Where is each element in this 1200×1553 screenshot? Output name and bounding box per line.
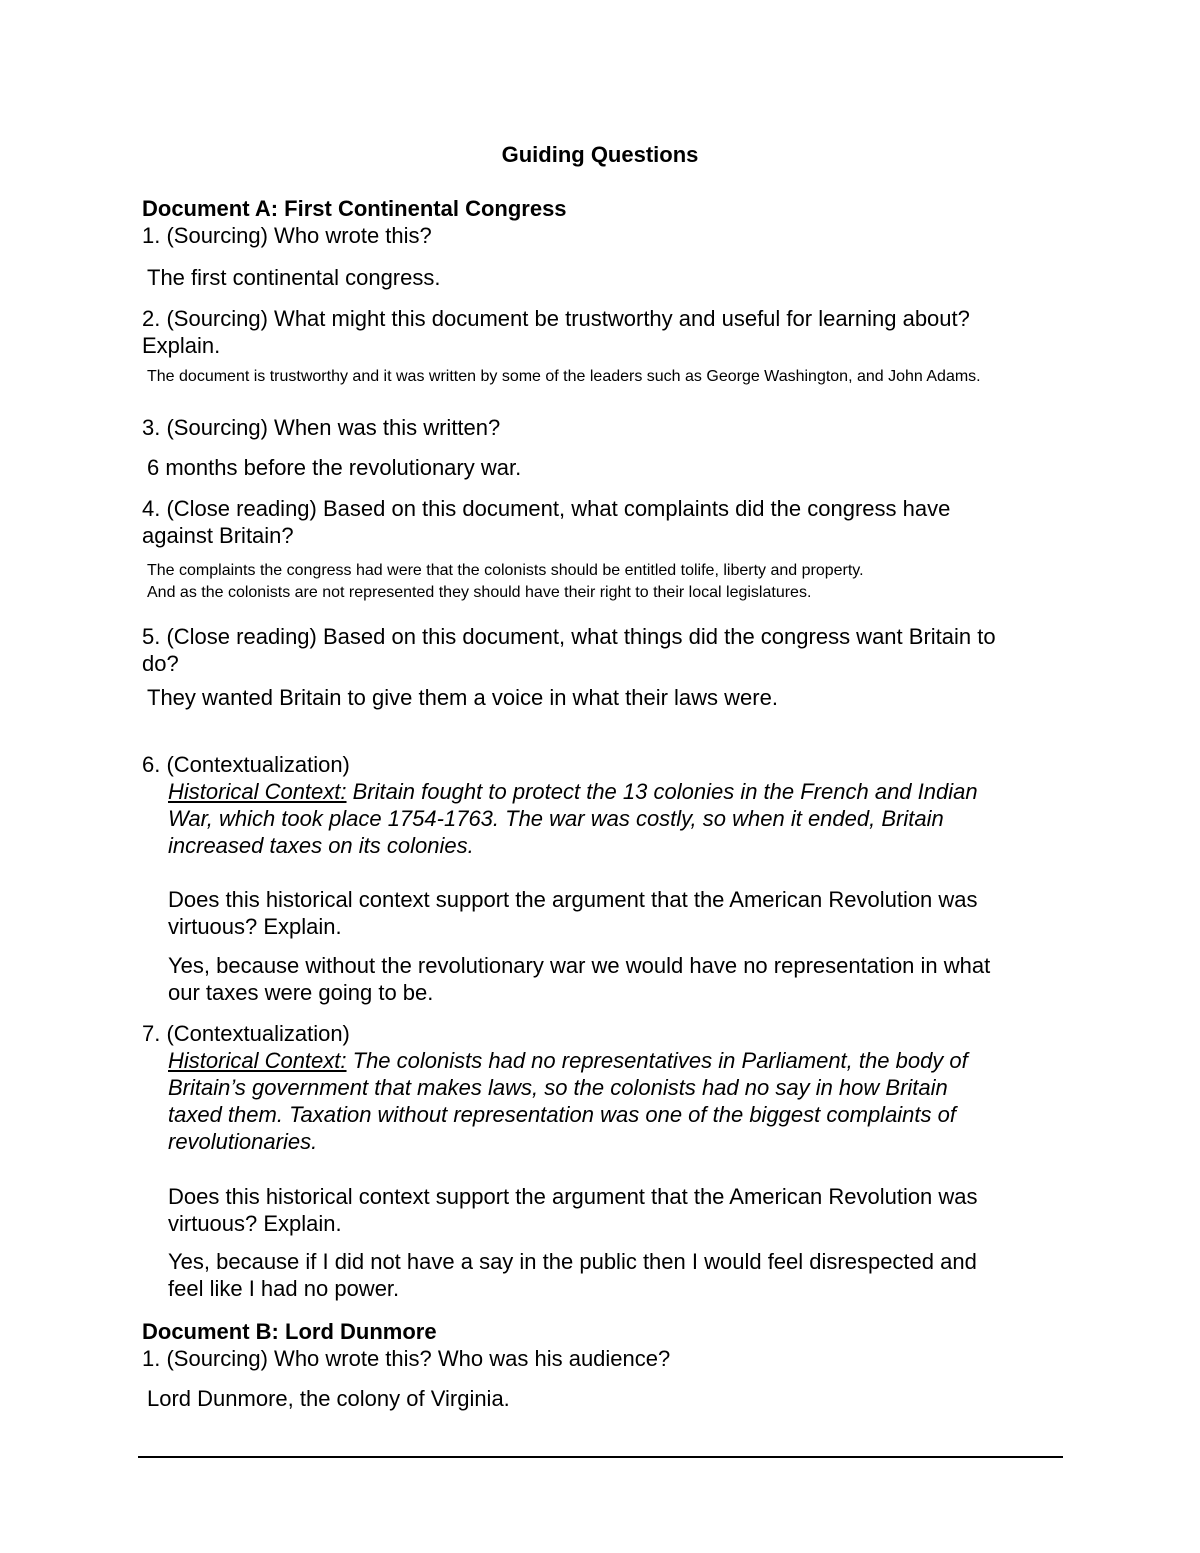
historical-context-a7-line3: taxed them. Taxation without representation was one of the biggest complaints of [168, 1102, 956, 1127]
question-b1: 1. (Sourcing) Who wrote this? Who was his audience? [142, 1346, 671, 1371]
answer-a6-line2: our taxes were going to be. [168, 980, 434, 1005]
page-title: Guiding Questions [501, 142, 699, 167]
answer-a6-line1: Yes, because without the revolutionary war we would have no representation in what [168, 953, 991, 978]
question-a6-ask-line2: virtuous? Explain. [168, 914, 342, 939]
question-a2-line1: 2. (Sourcing) What might this document be trustworthy and useful for learning about? [142, 306, 970, 331]
question-a6-ask-line1: Does this historical context support the argument that the American Revolution was [168, 887, 978, 912]
answer-a2: The document is trustworthy and it was written by some of the leaders such as George Washington, and John Adams. [147, 368, 981, 385]
answer-a3: 6 months before the revolutionary war. [147, 455, 522, 480]
historical-context-a6-line1 [168, 779, 978, 805]
historical-context-label: Historical Context: [168, 779, 347, 804]
question-a1: 1. (Sourcing) Who wrote this? [142, 223, 432, 248]
bottom-rule [138, 1456, 1063, 1458]
question-a7-ask-line1: Does this historical context support the argument that the American Revolution was [168, 1184, 978, 1209]
answer-b1: Lord Dunmore, the colony of Virginia. [147, 1386, 510, 1411]
historical-context-a6-line2: War, which took place 1754-1763. The war was costly, so when it ended, Britain [168, 806, 944, 831]
question-a4-line1: 4. (Close reading) Based on this document, what complaints did the congress have [142, 496, 951, 521]
answer-a4-line1: The complaints the congress had were that the colonists should be entitled tolife, liberty and property. [147, 562, 864, 579]
answer-a7-line1: Yes, because if I did not have a say in the public then I would feel disrespected and [168, 1249, 977, 1274]
historical-context-a7-line4: revolutionaries. [168, 1129, 318, 1154]
answer-a7-line2: feel like I had no power. [168, 1276, 400, 1301]
question-a2-line2: Explain. [142, 333, 221, 358]
historical-context-a7-line1 [168, 1048, 968, 1074]
document-a-heading: Document A: First Continental Congress [142, 196, 567, 221]
answer-a1: The first continental congress. [147, 265, 441, 290]
answer-a5: They wanted Britain to give them a voice in what their laws were. [147, 685, 778, 710]
historical-context-a6-line3: increased taxes on its colonies. [168, 833, 474, 858]
question-a5-line1: 5. (Close reading) Based on this document, what things did the congress want Britain to [142, 624, 996, 649]
question-a5-line2: do? [142, 651, 179, 676]
document-b-heading: Document B: Lord Dunmore [142, 1319, 437, 1344]
question-a7: 7. (Contextualization) [142, 1021, 350, 1046]
question-a4-line2: against Britain? [142, 523, 294, 548]
historical-context-text: Britain fought to protect the 13 colonies in the French and Indian [346, 779, 978, 804]
historical-context-text: The colonists had no representatives in Parliament, the body of [346, 1048, 968, 1073]
question-a6: 6. (Contextualization) [142, 752, 350, 777]
historical-context-label: Historical Context: [168, 1048, 347, 1073]
answer-a4-line2: And as the colonists are not represented they should have their right to their local legislatures. [147, 584, 812, 601]
question-a3: 3. (Sourcing) When was this written? [142, 415, 501, 440]
question-a7-ask-line2: virtuous? Explain. [168, 1211, 342, 1236]
historical-context-a7-line2: Britain’s government that makes laws, so the colonists had no say in how Britain [168, 1075, 948, 1100]
